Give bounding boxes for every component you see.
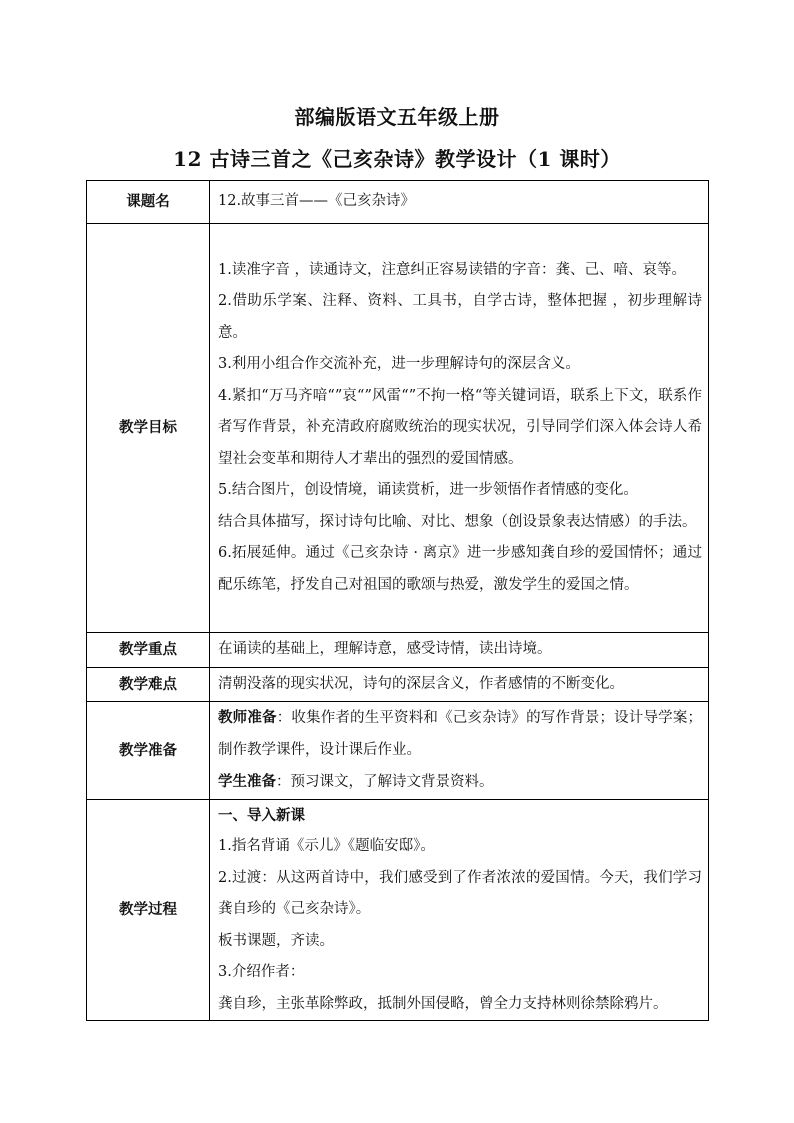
process-value — [210, 799, 709, 1021]
preparation-label: 教学准备 — [87, 702, 210, 800]
student-preparation-label: 学生准备 — [218, 773, 276, 790]
teacher-preparation — [218, 702, 702, 766]
process-item: 板书课题，齐读。 — [218, 932, 334, 949]
topic-label: 课题名 — [87, 181, 210, 224]
goal-item: 6.拓展延伸。通过《己亥杂诗 · 离京》进一步感知龚自珍的爱国情怀；通过配乐练笔，抒发自己对祖国的歌颂与热爱，激发学生的爱国之情。 — [218, 545, 702, 593]
table-row-goals — [87, 224, 709, 633]
difficulties-value: 清朝没落的现实状况，诗句的深层含义，作者感情的不断变化。 — [210, 667, 709, 702]
student-preparation-text: ：预习课文，了解诗文背景资料。 — [276, 774, 494, 790]
goal-item: 1.读准字音 ，读通诗文，注意纠正容易读错的字音：龚、己、喑、哀等。 — [218, 261, 686, 278]
goal-item: 结合具体描写，探讨诗句比喻、对比、想象（创设景象表达情感）的手法。 — [218, 513, 697, 530]
process-label: 教学过程 — [87, 799, 210, 1021]
teacher-preparation-text: ：收集作者的生平资料和《己亥杂诗》的写作背景；设计导学案；制作教学课件，设计课后作业。 — [218, 710, 702, 758]
teacher-preparation-label: 教师准备 — [218, 709, 277, 726]
process-item: 2.过渡：从这两首诗中，我们感受到了作者浓浓的爱国情。今天，我们学习龚自珍的《己亥杂诗》。 — [218, 869, 702, 917]
student-preparation — [218, 766, 702, 799]
goals-list — [210, 224, 709, 633]
process-section-title: 一、导入新课 — [218, 806, 305, 824]
key-points-value: 在诵读的基础上，理解诗意，感受诗情，读出诗境。 — [210, 633, 709, 668]
process-item: 龚自珍，主张革除弊政，抵制外国侵略，曾全力支持林则徐禁除鸦片。 — [218, 995, 668, 1012]
process-item: 1.指名背诵《示儿》《题临安邸》。 — [218, 838, 435, 854]
topic-value: 12.故事三首——《己亥杂诗》 — [210, 181, 709, 224]
goal-item: 4.紧扣“万马齐喑“”哀“”风雷“”不拘一格“等关键词语，联系上下文，联系作者写作背景，补充清政府腐败统治的现实状况，引导同学们深入体会诗人希望社会变革和期待人才辈出的强烈的爱国情感。 — [218, 387, 702, 467]
table-row-difficulties — [87, 667, 709, 702]
goal-item: 5.结合图片，创设情境，诵读赏析，进一步领悟作者情感的变化。 — [218, 482, 638, 499]
goals-label: 教学目标 — [87, 224, 210, 633]
lesson-plan-table — [86, 180, 709, 1021]
key-points-label: 教学重点 — [87, 633, 210, 668]
table-row-topic — [87, 181, 709, 224]
table-row-preparation — [87, 702, 709, 800]
difficulties-label: 教学难点 — [87, 667, 210, 702]
goal-item: 3.利用小组合作交流补充，进一步理解诗句的深层含义。 — [218, 356, 580, 373]
preparation-value — [210, 702, 709, 800]
process-item: 3.介绍作者： — [218, 964, 305, 980]
document-subtitle: 12 古诗三首之《己亥杂诗》教学设计（1 课时） — [173, 147, 621, 171]
document-title: 部编版语文五年级上册 — [294, 105, 500, 129]
table-row-process — [87, 799, 709, 1021]
table-row-key-points — [87, 633, 709, 668]
goal-item: 2.借助乐学案、注释、资料、工具书，自学古诗，整体把握 ，初步理解诗意。 — [218, 293, 702, 341]
